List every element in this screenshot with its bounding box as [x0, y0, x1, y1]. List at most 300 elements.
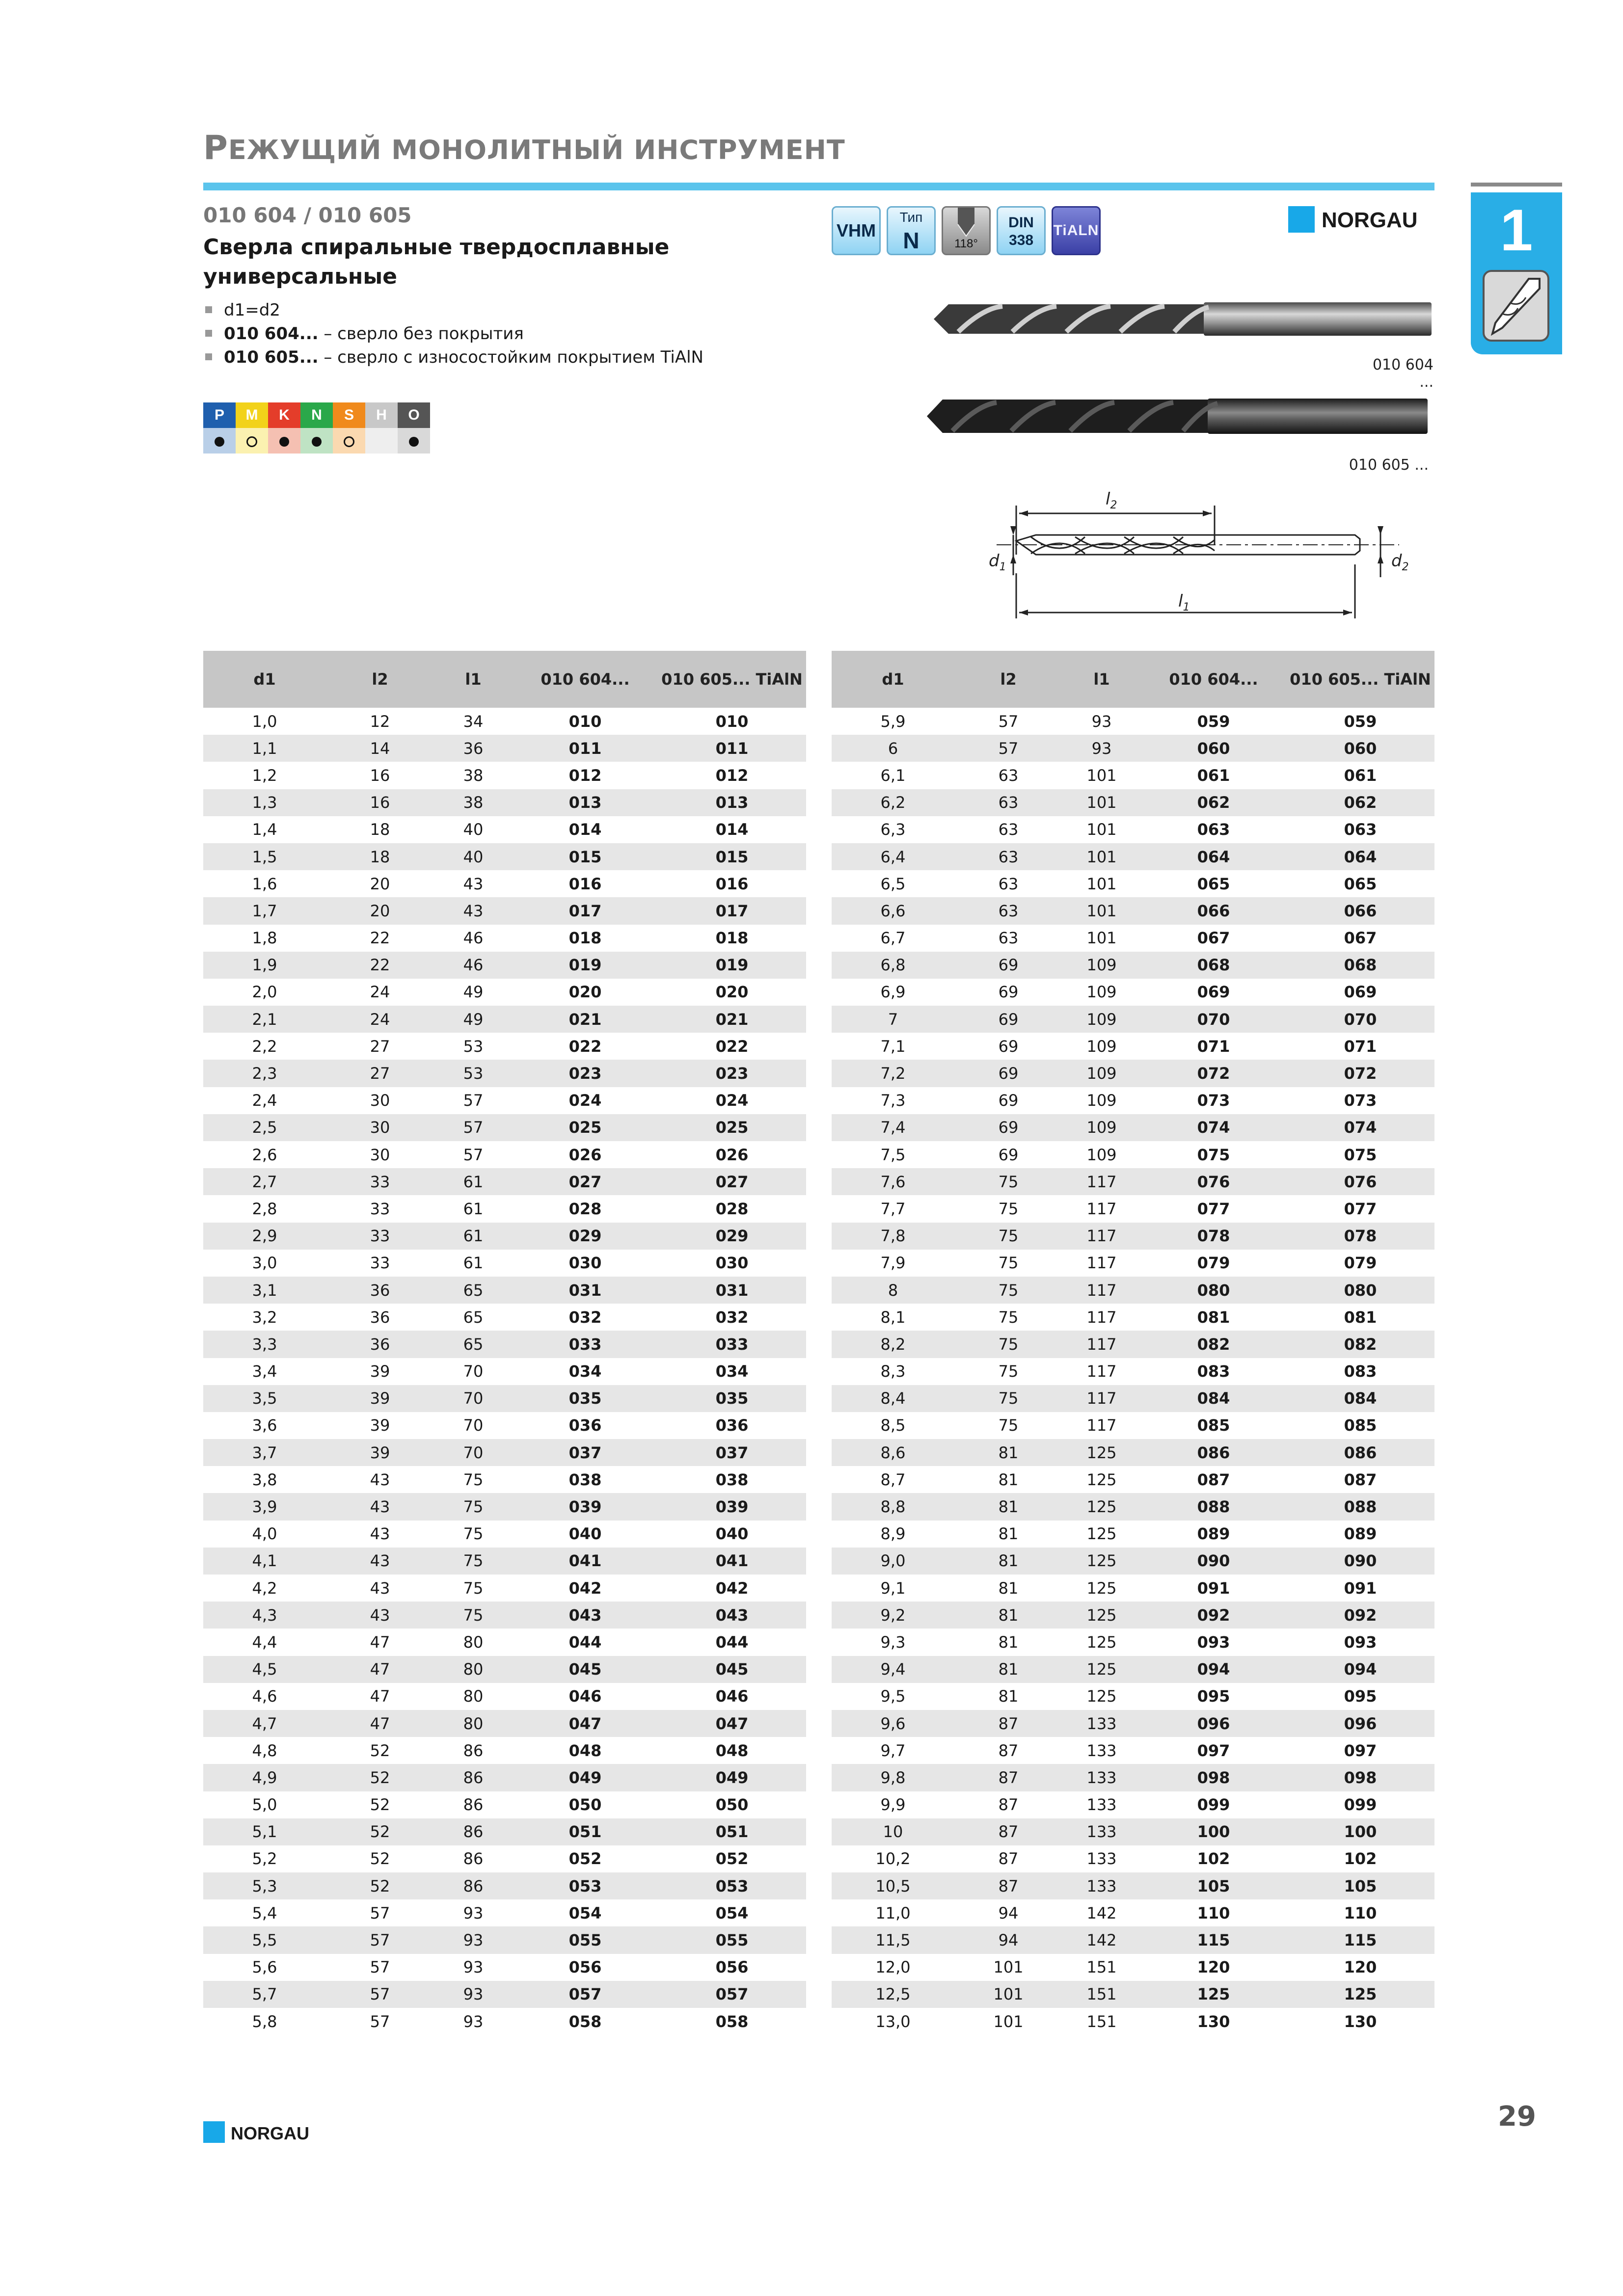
table-cell: 049 [513, 1764, 658, 1791]
table-cell: 81 [998, 1687, 1019, 1706]
table-cell: 055 [658, 1926, 806, 1953]
table-cell: 70 [434, 1385, 513, 1412]
table-cell: 019 [513, 952, 658, 979]
table-cell: 072 [1286, 1060, 1434, 1087]
table-row [203, 735, 806, 762]
material-groups [203, 402, 430, 454]
table-cell: 36 [326, 1331, 434, 1358]
din-icon: DIN 338 [997, 206, 1046, 255]
table-row [832, 1493, 1434, 1520]
table-cell: 4,3 [203, 1602, 326, 1629]
table-cell: 045 [513, 1656, 658, 1683]
table-row [203, 1926, 806, 1953]
table-cell: 010 [715, 712, 749, 731]
table-cell: 81 [954, 1548, 1062, 1575]
table-cell: 6,1 [880, 766, 906, 785]
table-cell: 81 [998, 1470, 1019, 1489]
table-cell: 010 [568, 712, 602, 731]
material-group-m: M [236, 402, 268, 428]
table-row [832, 762, 1434, 789]
table-cell: 096 [1141, 1710, 1286, 1737]
drill-image-010605 [923, 391, 1430, 442]
table-cell: 069 [1344, 983, 1377, 1002]
table-cell: 49 [434, 1006, 513, 1033]
table-cell: 43 [326, 1493, 434, 1520]
table-cell: 93 [434, 1981, 513, 2008]
table-cell: 077 [1344, 1199, 1377, 1218]
table-row [832, 1358, 1434, 1385]
table-cell: 053 [658, 1872, 806, 1899]
table-cell: 69 [998, 1037, 1019, 1056]
table-cell: 042 [568, 1578, 602, 1598]
table-cell: 65 [434, 1277, 513, 1304]
table-row [203, 897, 806, 924]
table-row [832, 1548, 1434, 1575]
table-cell: 074 [1141, 1114, 1286, 1141]
table-cell: 57 [463, 1091, 484, 1110]
table-cell: 041 [658, 1548, 806, 1575]
table-cell: 076 [1286, 1168, 1434, 1195]
table-cell: 101 [1062, 897, 1141, 924]
table-cell: 75 [954, 1277, 1062, 1304]
table-cell: 142 [1062, 1926, 1141, 1953]
table-cell: 033 [658, 1331, 806, 1358]
table-row [832, 1575, 1434, 1602]
table-cell: 8,2 [832, 1331, 954, 1358]
point-angle-icon: 118° [942, 206, 991, 255]
table-cell: 115 [1141, 1926, 1286, 1953]
table-row [203, 1087, 806, 1114]
table-cell: 101 [993, 2012, 1024, 2031]
table-cell: 015 [658, 843, 806, 870]
table-cell: 098 [1286, 1764, 1434, 1791]
dimension-table-left [203, 651, 806, 2035]
table-row [203, 1521, 806, 1548]
table-cell: 052 [568, 1849, 602, 1869]
column-header: d1 [832, 651, 954, 708]
table-cell: 93 [463, 2012, 484, 2031]
table-cell: 084 [1141, 1385, 1286, 1412]
table-cell: 9,1 [880, 1578, 906, 1598]
table-cell: 044 [568, 1632, 602, 1652]
table-cell: 105 [1286, 1872, 1434, 1899]
table-cell: 048 [568, 1741, 602, 1760]
table-cell: 4,1 [203, 1548, 326, 1575]
table-cell: 039 [658, 1493, 806, 1520]
table-cell: 059 [1344, 712, 1377, 731]
table-cell: 088 [1141, 1493, 1286, 1520]
table-cell: 071 [1344, 1037, 1377, 1056]
table-cell: 49 [463, 983, 484, 1002]
tialn-coating-icon: TiALN [1052, 206, 1101, 255]
table-cell: 81 [998, 1632, 1019, 1652]
table-cell: 078 [1141, 1223, 1286, 1250]
table-cell: 031 [658, 1277, 806, 1304]
table-cell: 070 [1141, 1006, 1286, 1033]
table-cell: 10,5 [832, 1872, 954, 1899]
table-cell: 089 [1344, 1524, 1377, 1544]
table-cell: 099 [1344, 1795, 1377, 1815]
table-row [832, 1683, 1434, 1710]
table-cell: 52 [370, 1849, 390, 1869]
table-cell: 097 [1344, 1741, 1377, 1760]
filled-dot-icon [312, 437, 322, 447]
table-row [203, 1250, 806, 1277]
table-cell: 14 [326, 735, 434, 762]
table-cell: 6,5 [880, 874, 906, 893]
table-row [203, 1683, 806, 1710]
table-cell: 57 [434, 1114, 513, 1141]
table-cell: 022 [568, 1037, 602, 1056]
table-cell: 079 [1197, 1254, 1230, 1273]
table-cell: 028 [715, 1199, 749, 1218]
table-cell: 43 [326, 1548, 434, 1575]
table-row [832, 843, 1434, 870]
material-suitability-m [236, 428, 268, 454]
table-cell: 1,4 [252, 820, 277, 839]
table-cell: 026 [715, 1145, 749, 1164]
table-cell: 053 [513, 1872, 658, 1899]
table-cell: 074 [1286, 1114, 1434, 1141]
table-cell: 101 [1062, 843, 1141, 870]
table-cell: 100 [1286, 1818, 1434, 1845]
table-row [203, 1872, 806, 1899]
table-cell: 47 [326, 1656, 434, 1683]
table-cell: 1,2 [252, 766, 277, 785]
table-cell: 133 [1086, 1741, 1117, 1760]
table-cell: 077 [1197, 1199, 1230, 1218]
table-cell: 013 [513, 789, 658, 816]
table-cell: 38 [463, 766, 484, 785]
table-row [832, 1954, 1434, 1981]
table-cell: 7,7 [880, 1199, 906, 1218]
table-cell: 029 [513, 1223, 658, 1250]
table-cell: 75 [998, 1362, 1019, 1381]
table-cell: 097 [1197, 1741, 1230, 1760]
table-cell: 8 [832, 1277, 954, 1304]
column-header: 010 605... TiAlN [1286, 651, 1434, 708]
table-cell: 125 [1086, 1524, 1117, 1544]
table-cell: 39 [326, 1385, 434, 1412]
table-cell: 1,3 [203, 789, 326, 816]
table-cell: 125 [1062, 1656, 1141, 1683]
table-row [203, 1575, 806, 1602]
table-row [203, 1602, 806, 1629]
table-cell: 43 [326, 1602, 434, 1629]
table-row [203, 1331, 806, 1358]
table-cell: 9,4 [832, 1656, 954, 1683]
table-cell: 075 [1197, 1145, 1230, 1164]
table-cell: 6,8 [832, 952, 954, 979]
table-cell: 023 [513, 1060, 658, 1087]
table-cell: 101 [1086, 820, 1117, 839]
material-group-h: H [365, 402, 398, 428]
table-row [203, 1791, 806, 1818]
table-cell: 109 [1086, 1037, 1117, 1056]
table-cell: 093 [1197, 1632, 1230, 1652]
table-cell: 1,7 [203, 897, 326, 924]
table-cell: 048 [715, 1741, 749, 1760]
table-cell: 117 [1086, 1254, 1117, 1273]
table-cell: 33 [370, 1199, 390, 1218]
table-row [832, 1412, 1434, 1439]
table-row [832, 1141, 1434, 1168]
filled-dot-icon [409, 437, 419, 447]
table-cell: 056 [568, 1958, 602, 1977]
table-cell: 1,8 [252, 929, 277, 948]
table-cell: 041 [513, 1548, 658, 1575]
table-cell: 53 [463, 1037, 484, 1056]
table-row [832, 1845, 1434, 1872]
table-row [203, 1764, 806, 1791]
table-cell: 87 [998, 1741, 1019, 1760]
table-cell: 52 [326, 1764, 434, 1791]
table-cell: 060 [1286, 735, 1434, 762]
table-cell: 70 [463, 1362, 484, 1381]
table-cell: 100 [1141, 1818, 1286, 1845]
table-cell: 125 [1086, 1632, 1117, 1652]
table-cell: 068 [1141, 952, 1286, 979]
table-cell: 034 [568, 1362, 602, 1381]
table-cell: 087 [1344, 1470, 1377, 1489]
table-cell: 81 [998, 1524, 1019, 1544]
table-cell: 087 [1197, 1470, 1230, 1489]
table-cell: 8,4 [832, 1385, 954, 1412]
table-cell: 090 [1141, 1548, 1286, 1575]
column-header: d1 [203, 651, 326, 708]
table-cell: 7,4 [832, 1114, 954, 1141]
table-cell: 117 [1062, 1277, 1141, 1304]
table-cell: 63 [954, 897, 1062, 924]
table-cell: 27 [370, 1037, 390, 1056]
table-cell: 57 [370, 1958, 390, 1977]
table-cell: 117 [1062, 1223, 1141, 1250]
table-cell: 055 [513, 1926, 658, 1953]
table-cell: 43 [370, 1470, 390, 1489]
table-cell: 047 [513, 1710, 658, 1737]
table-cell: 109 [1062, 1114, 1141, 1141]
table-row [832, 1223, 1434, 1250]
table-cell: 082 [1286, 1331, 1434, 1358]
table-cell: 067 [1197, 929, 1230, 948]
table-cell: 4,8 [252, 1741, 277, 1760]
table-cell: 81 [998, 1578, 1019, 1598]
table-row [203, 1439, 806, 1466]
table-cell: 53 [434, 1060, 513, 1087]
table-cell: 081 [1197, 1308, 1230, 1327]
table-cell: 088 [1286, 1493, 1434, 1520]
table-cell: 75 [434, 1602, 513, 1629]
table-cell: 86 [434, 1764, 513, 1791]
table-cell: 6,3 [880, 820, 906, 839]
table-cell: 7,8 [832, 1223, 954, 1250]
material-group-p: P [203, 402, 236, 428]
table-cell: 066 [1286, 897, 1434, 924]
table-cell: 085 [1344, 1416, 1377, 1435]
table-cell: 045 [658, 1656, 806, 1683]
table-cell: 3,8 [252, 1470, 277, 1489]
table-cell: 027 [513, 1168, 658, 1195]
table-cell: 032 [715, 1308, 749, 1327]
table-cell: 036 [568, 1416, 602, 1435]
table-cell: 38 [434, 789, 513, 816]
label-d1: $d_1$ [989, 551, 1006, 573]
table-cell: 080 [1141, 1277, 1286, 1304]
table-cell: 115 [1286, 1926, 1434, 1953]
table-cell: 086 [1141, 1439, 1286, 1466]
table-cell: 70 [434, 1439, 513, 1466]
table-cell: 026 [568, 1145, 602, 1164]
table-cell: 133 [1062, 1818, 1141, 1845]
material-group-k: K [268, 402, 300, 428]
table-cell: 050 [568, 1795, 602, 1815]
table-cell: 5,2 [252, 1849, 277, 1869]
table-cell: 102 [1197, 1849, 1230, 1869]
table-cell: 69 [998, 1145, 1019, 1164]
table-cell: 063 [1197, 820, 1230, 839]
table-cell: 109 [1086, 983, 1117, 1002]
table-cell: 9,8 [832, 1764, 954, 1791]
table-cell: 8,7 [880, 1470, 906, 1489]
table-cell: 110 [1344, 1903, 1377, 1922]
hollow-dot-icon [344, 436, 354, 447]
type-n-icon: Тип N [887, 206, 936, 255]
table-cell: 36 [370, 1308, 390, 1327]
table-cell: 4,7 [203, 1710, 326, 1737]
table-cell: 117 [1086, 1362, 1117, 1381]
table-cell: 8,8 [832, 1493, 954, 1520]
table-cell: 43 [370, 1578, 390, 1598]
table-cell: 80 [463, 1632, 484, 1652]
table-cell: 040 [568, 1524, 602, 1544]
table-cell: 9,2 [832, 1602, 954, 1629]
table-cell: 3,9 [203, 1493, 326, 1520]
table-row [203, 1981, 806, 2008]
table-cell: 3,1 [203, 1277, 326, 1304]
table-cell: 117 [1086, 1308, 1117, 1327]
table-row [832, 1926, 1434, 1953]
table-cell: 117 [1086, 1199, 1117, 1218]
table-cell: 9,5 [880, 1687, 906, 1706]
table-cell: 039 [513, 1493, 658, 1520]
table-cell: 5,9 [880, 712, 906, 731]
table-row [203, 1466, 806, 1493]
table-cell: 125 [1141, 1981, 1286, 2008]
table-cell: 69 [954, 1114, 1062, 1141]
material-group-o: O [398, 402, 430, 428]
table-cell: 090 [1286, 1548, 1434, 1575]
drill-dimension-diagram [977, 486, 1429, 633]
table-cell: 75 [463, 1578, 484, 1598]
table-cell: 81 [954, 1439, 1062, 1466]
table-cell: 017 [658, 897, 806, 924]
table-cell: 8,1 [880, 1308, 906, 1327]
table-cell: 36 [434, 735, 513, 762]
table-cell: 133 [1062, 1764, 1141, 1791]
table-cell: 082 [1141, 1331, 1286, 1358]
table-cell: 1,5 [203, 843, 326, 870]
table-cell: 4,4 [252, 1632, 277, 1652]
table-row [832, 1629, 1434, 1655]
table-cell: 86 [463, 1741, 484, 1760]
table-cell: 93 [1062, 735, 1141, 762]
table-cell: 12 [370, 712, 390, 731]
table-cell: 5,5 [203, 1926, 326, 1953]
table-cell: 24 [326, 1006, 434, 1033]
table-cell: 10,2 [875, 1849, 911, 1869]
column-header: l2 [326, 651, 434, 708]
table-cell: 63 [954, 843, 1062, 870]
table-cell: 018 [715, 929, 749, 948]
table-cell: 072 [1141, 1060, 1286, 1087]
table-cell: 101 [1086, 874, 1117, 893]
table-cell: 93 [1091, 712, 1112, 731]
table-cell: 47 [326, 1710, 434, 1737]
table-cell: 7,6 [832, 1168, 954, 1195]
table-cell: 021 [658, 1006, 806, 1033]
table-row [832, 897, 1434, 924]
table-cell: 061 [1344, 766, 1377, 785]
table-cell: 57 [463, 1145, 484, 1164]
table-row [203, 1277, 806, 1304]
product-codes: 010 604 / 010 605 [203, 203, 412, 227]
table-cell: 63 [998, 874, 1019, 893]
table-cell: 63 [954, 789, 1062, 816]
table-cell: 52 [326, 1872, 434, 1899]
table-cell: 43 [463, 874, 484, 893]
column-header: l1 [434, 651, 513, 708]
table-row [203, 1006, 806, 1033]
table-cell: 5,7 [203, 1981, 326, 2008]
table-cell: 011 [658, 735, 806, 762]
table-cell: 081 [1344, 1308, 1377, 1327]
table-cell: 39 [370, 1362, 390, 1381]
table-row [832, 1331, 1434, 1358]
table-cell: 24 [370, 983, 390, 1002]
table-cell: 038 [568, 1470, 602, 1489]
table-cell: 69 [954, 952, 1062, 979]
table-row [203, 1899, 806, 1926]
table-cell: 75 [998, 1308, 1019, 1327]
table-cell: 3,6 [252, 1416, 277, 1435]
table-cell: 066 [1141, 897, 1286, 924]
table-row [203, 1548, 806, 1575]
table-cell: 057 [513, 1981, 658, 2008]
table-cell: 092 [1286, 1602, 1434, 1629]
table-cell: 057 [658, 1981, 806, 2008]
table-cell: 020 [568, 983, 602, 1002]
table-cell: 022 [715, 1037, 749, 1056]
table-cell: 9,6 [832, 1710, 954, 1737]
table-cell: 87 [954, 1764, 1062, 1791]
table-cell: 40 [434, 843, 513, 870]
table-cell: 39 [326, 1439, 434, 1466]
table-cell: 032 [568, 1308, 602, 1327]
table-cell: 61 [434, 1168, 513, 1195]
table-cell: 083 [1197, 1362, 1230, 1381]
table-cell: 083 [1344, 1362, 1377, 1381]
table-cell: 12,0 [875, 1958, 911, 1977]
material-group-s: S [333, 402, 365, 428]
table-cell: 80 [434, 1656, 513, 1683]
table-cell: 5,1 [203, 1818, 326, 1845]
table-cell: 20 [370, 874, 390, 893]
table-row [203, 2008, 806, 2035]
table-cell: 87 [998, 1849, 1019, 1869]
table-cell: 2,0 [252, 983, 277, 1002]
table-cell: 064 [1141, 843, 1286, 870]
table-cell: 47 [370, 1687, 390, 1706]
